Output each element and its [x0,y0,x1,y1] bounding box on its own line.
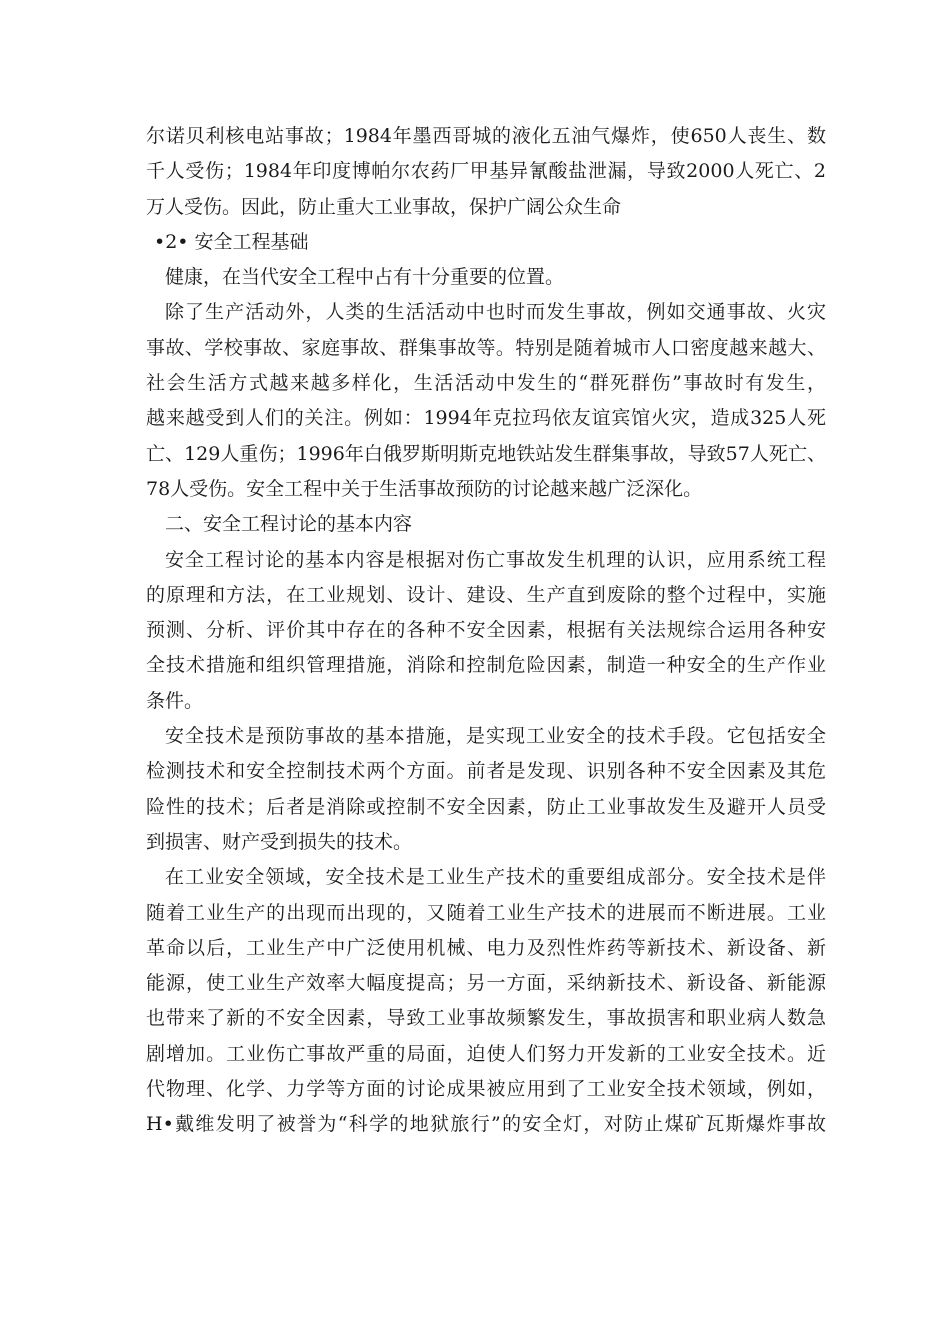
text-line: 预测、分析、评价其中存在的各种不安全因素，根据有关法规综合运用各种安 [146,619,826,642]
text-line: 亡、129人重伤；1996年白俄罗斯明斯克地铁站发生群集事故，导致57人死亡、 [146,442,826,465]
text-line: 也带来了新的不安全因素，导致工业事故频繁发生，事故损害和职业病人数急 [146,1007,826,1030]
text-line: 能源，使工业生产效率大幅度提高；另一方面，采纳新技术、新设备、新能源 [146,972,826,995]
text-line: 社会生活方式越来越多样化，生活活动中发生的“群死群伤”事故时有发生， [146,372,826,395]
text-line: 革命以后，工业生产中广泛使用机械、电力及烈性炸药等新技术、新设备、新 [146,936,826,959]
text-line: 全技术措施和组织管理措施，消除和控制危险因素，制造一种安全的生产作业 [146,654,826,677]
text-line: 随着工业生产的出现而出现的，又随着工业生产技术的进展而不断进展。工业 [146,901,826,924]
paragraph-start: 安全技术是预防事故的基本措施，是实现工业安全的技术手段。它包括安全 [165,725,826,748]
text-line: 险性的技术；后者是消除或控制不安全因素，防止工业事故发生及避开人员受 [146,795,826,818]
text-line: 的原理和方法，在工业规划、设计、建设、生产直到废除的整个过程中，实施 [146,583,826,606]
text-line: 千人受伤；1984年印度博帕尔农药厂甲基异氰酸盐泄漏，导致2000人死亡、2 [146,160,826,183]
text-line: H•戴维发明了被誉为“科学的地狱旅行”的安全灯，对防止煤矿瓦斯爆炸事故 [146,1113,826,1136]
text-line: 健康，在当代安全工程中占有十分重要的位置。 [165,266,565,289]
section-heading: 二、安全工程讨论的基本内容 [165,513,413,536]
text-line: 到损害、财产受到损失的技术。 [146,830,413,853]
text-line: 尔诺贝利核电站事故；1984年墨西哥城的液化五油气爆炸，使650人丧生、数 [146,125,826,147]
paragraph-start: 除了生产活动外，人类的生活活动中也时而发生事故，例如交通事故、火灾 [165,301,826,324]
paragraph-start: 在工业安全领域，安全技术是工业生产技术的重要组成部分。安全技术是伴 [165,866,826,889]
body-text [146,119,826,1143]
paragraph-start: 安全工程讨论的基本内容是根据对伤亡事故发生机理的认识，应用系统工程 [165,548,826,571]
text-line: 78人受伤。安全工程中关于生活事故预防的讨论越来越广泛深化。 [146,477,703,500]
text-line: 检测技术和安全控制技术两个方面。前者是发现、识别各种不安全因素及其危 [146,760,826,783]
text-line: 越来越受到人们的关注。例如：1994年克拉玛依友谊宾馆火灾，造成325人死 [146,407,826,430]
text-line: 剧增加。工业伤亡事故严重的局面，迫使人们努力开发新的工业安全技术。近 [146,1042,826,1065]
text-line: 条件。 [146,689,204,712]
text-line: 事故、学校事故、家庭事故、群集事故等。特别是随着城市人口密度越来越大、 [146,336,826,359]
text-line: 万人受伤。因此，防止重大工业事故，保护广阔公众生命 [146,195,622,218]
text-line: 代物理、化学、力学等方面的讨论成果被应用到了工业安全技术领域，例如， [146,1078,826,1101]
running-header: •2• 安全工程基础 [154,230,309,253]
